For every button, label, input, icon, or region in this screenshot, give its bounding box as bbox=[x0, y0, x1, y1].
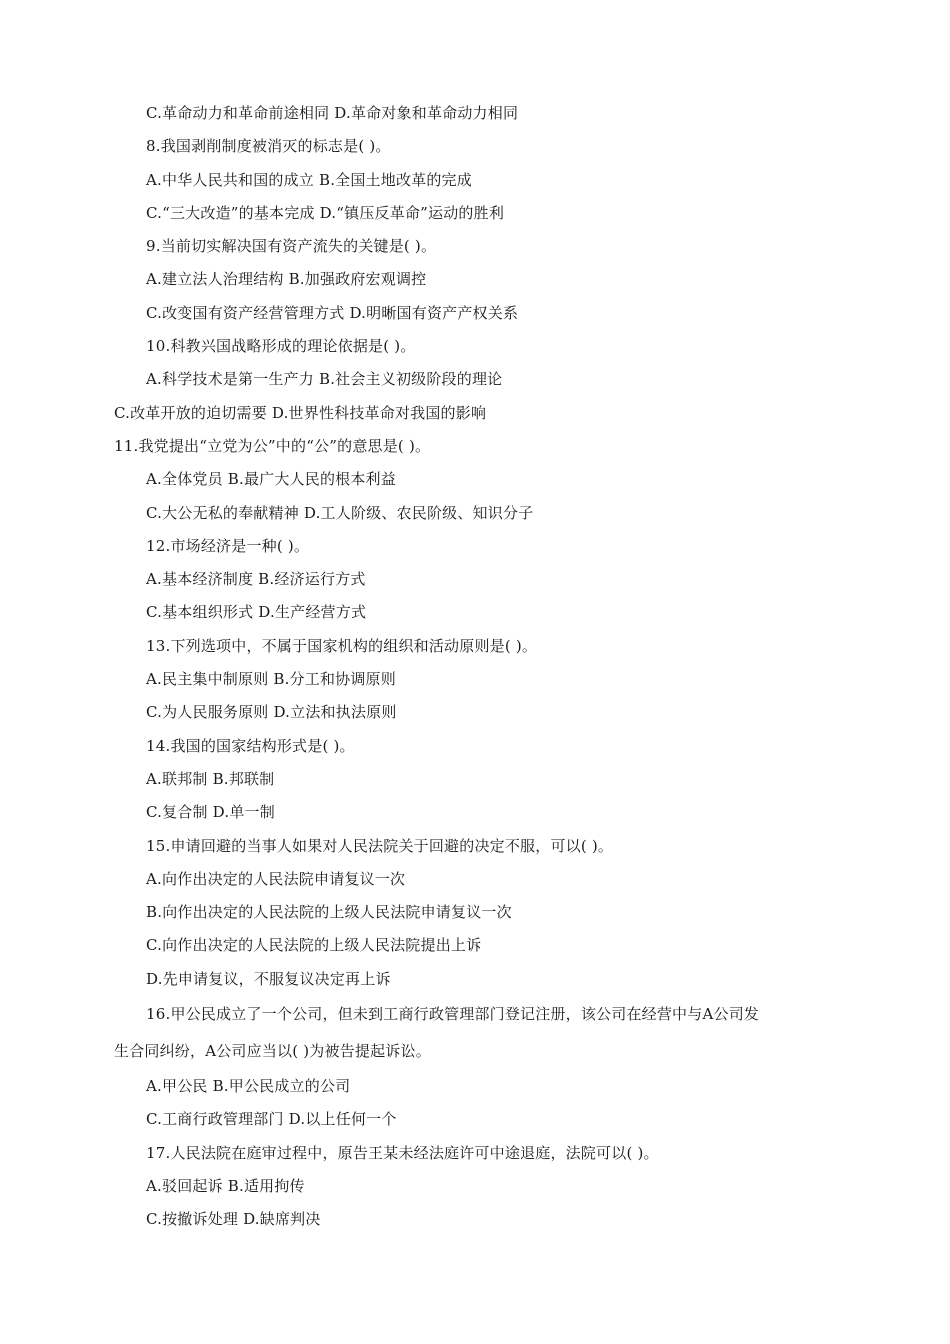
answer-options-line: A.联邦制 B.邦联制 bbox=[146, 769, 275, 788]
answer-options-line: A.驳回起诉 B.适用拘传 bbox=[146, 1176, 305, 1195]
answer-options-line: C.“三大改造”的基本完成 D.“镇压反革命”运动的胜利 bbox=[146, 203, 505, 222]
answer-options-line: C.大公无私的奉献精神 D.工人阶级、农民阶级、知识分子 bbox=[146, 503, 534, 522]
answer-options-line: A.中华人民共和国的成立 B.全国土地改革的完成 bbox=[146, 170, 472, 189]
answer-options-line: A.民主集中制原则 B.分工和协调原则 bbox=[146, 670, 396, 689]
question-line: 17.人民法院在庭审过程中，原告王某未经法庭许可中途退庭，法院可以( )。 bbox=[146, 1143, 659, 1162]
question-line: 14.我国的国家结构形式是( )。 bbox=[146, 736, 355, 755]
answer-options-line: A.向作出决定的人民法院申请复议一次 bbox=[146, 869, 406, 888]
answer-options-line: A.全体党员 B.最广大人民的根本利益 bbox=[146, 470, 396, 489]
answer-options-line: C.为人民服务原则 D.立法和执法原则 bbox=[146, 703, 397, 722]
question-line: 13.下列选项中，不属于国家机构的组织和活动原则是( )。 bbox=[146, 636, 538, 655]
answer-options-line: D.先申请复议，不服复议决定再上诉 bbox=[146, 969, 391, 988]
answer-options-line: C.改变国有资产经营管理方式 D.明晰国有资产产权关系 bbox=[146, 303, 519, 322]
question-line: 8.我国剥削制度被消灭的标志是( )。 bbox=[146, 137, 391, 156]
question-list bbox=[0, 97, 950, 1237]
question-line: 10.科教兴国战略形成的理论依据是( )。 bbox=[146, 337, 416, 356]
answer-options-line: C.革命动力和革命前途相同 D.革命对象和革命动力相同 bbox=[146, 104, 519, 122]
answer-options-line: A.科学技术是第一生产力 B.社会主义初级阶段的理论 bbox=[146, 370, 503, 389]
question-line: C.改革开放的迫切需要 D.世界性科技革命对我国的影响 bbox=[114, 403, 487, 422]
answer-options-line: C.基本组织形式 D.生产经营方式 bbox=[146, 603, 367, 622]
answer-options-line: A.甲公民 B.甲公民成立的公司 bbox=[146, 1077, 351, 1096]
answer-options-line: B.向作出决定的人民法院的上级人民法院申请复议一次 bbox=[146, 903, 512, 922]
answer-options-line: C.按撤诉处理 D.缺席判决 bbox=[146, 1210, 321, 1229]
question-line: 生合同纠纷，A公司应当以( )为被告提起诉讼。 bbox=[114, 1042, 431, 1061]
answer-options-line: C.复合制 D.单一制 bbox=[146, 803, 275, 822]
answer-options-line: C.向作出决定的人民法院的上级人民法院提出上诉 bbox=[146, 936, 482, 955]
answer-options-line: A.基本经济制度 B.经济运行方式 bbox=[146, 570, 366, 589]
question-line: 11.我党提出“立党为公”中的“公”的意思是( )。 bbox=[114, 436, 431, 455]
answer-options-line: A.建立法人治理结构 B.加强政府宏观调控 bbox=[146, 270, 427, 289]
question-line: 16.甲公民成立了一个公司，但未到工商行政管理部门登记注册，该公司在经营中与A公司发 bbox=[146, 1005, 760, 1024]
answer-options-line: C.工商行政管理部门 D.以上任何一个 bbox=[146, 1110, 397, 1129]
question-line: 15.申请回避的当事人如果对人民法院关于回避的决定不服，可以( )。 bbox=[146, 836, 614, 855]
question-line: 12.市场经济是一种( )。 bbox=[146, 536, 310, 555]
question-line: 9.当前切实解决国有资产流失的关键是( )。 bbox=[146, 237, 437, 256]
